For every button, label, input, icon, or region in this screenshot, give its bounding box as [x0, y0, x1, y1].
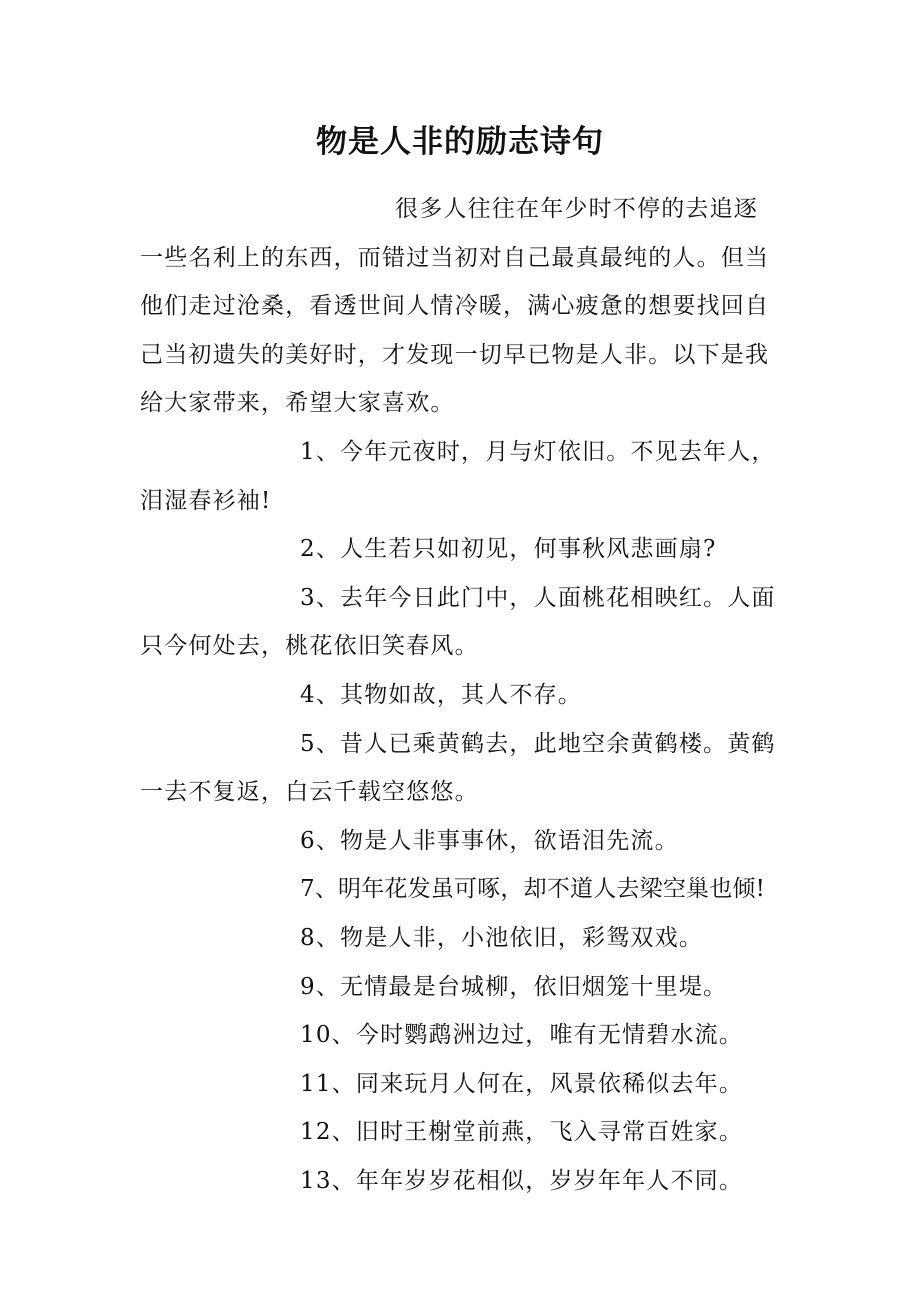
document-body [140, 185, 780, 1205]
poem-line-4: 4、其物如故，其人不存。 [300, 681, 583, 708]
poem-line-13: 13、年年岁岁花相似，岁岁年年人不同。 [300, 1167, 744, 1194]
poem-line-10: 10、今时鹦鹉洲边过，唯有无情碧水流。 [300, 1022, 744, 1049]
poem-line-9: 9、无情最是台城柳，依旧烟笼十里堤。 [300, 973, 728, 1000]
poem-line-3: 3、去年今日此门中，人面桃花相映红。人面只今何处去，桃花依旧笑春风。 [140, 584, 776, 660]
document-title: 物是人非的励志诗句 [316, 124, 604, 160]
intro-paragraph: 很多人往往在年少时不停的去追逐一些名利上的东西，而错过当初对自己最真最纯的人。但当他们走过沧桑，看透世间人情冷暖，满心疲惫的想要找回自己当初遗失的美好时，才发现一切早已物是人非。以下是我给大家带来，希望大家喜欢。 [140, 196, 770, 417]
poem-line-2: 2、人生若只如初见，何事秋风悲画扇? [300, 536, 717, 563]
poem-line-5: 5、昔人已乘黄鹤去，此地空余黄鹤楼。黄鹤一去不复返，白云千载空悠悠。 [140, 730, 776, 806]
poem-line-7: 7、明年花发虽可啄，却不道人去梁空巢也倾! [300, 876, 766, 903]
poem-line-1: 1、今年元夜时，月与灯依旧。不见去年人，泪湿春衫袖! [140, 438, 776, 514]
poem-line-6: 6、物是人非事事休，欲语泪先流。 [300, 827, 679, 854]
poem-line-12: 12、旧时王榭堂前燕，飞入寻常百姓家。 [300, 1119, 744, 1146]
poem-line-8: 8、物是人非，小池依旧，彩鸳双戏。 [300, 924, 704, 951]
poem-line-11: 11、同来玩月人何在，风景依稀似去年。 [300, 1070, 744, 1097]
